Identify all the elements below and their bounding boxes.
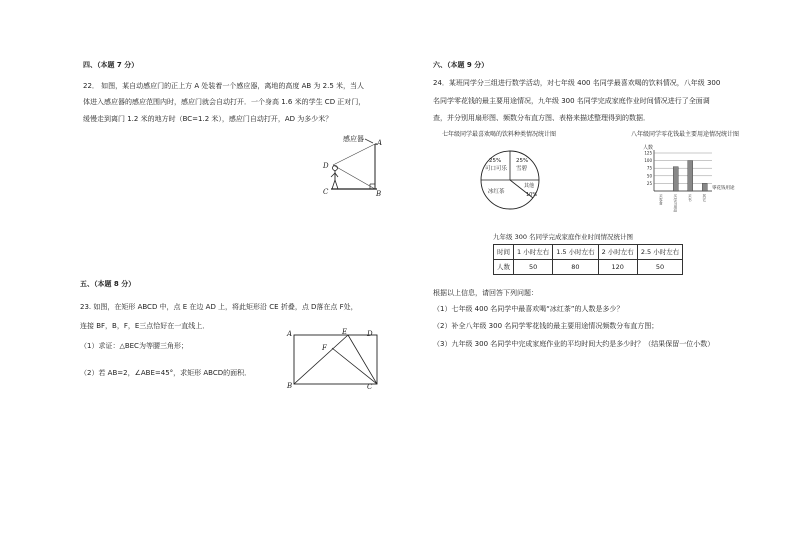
q22-line1: 22． 如图，某自动感应门的正上方 A 处装着一个感应器，离地的高度 AB 为 2.5 米，当人 [83, 82, 364, 90]
table-header-cell: 2 小时左右 [598, 245, 637, 260]
bar-category-label: 买学习用品 [673, 194, 678, 212]
pie-label-sprite: 雪碧 [516, 166, 528, 172]
section-5-heading: 五、（本题 8 分） [80, 280, 136, 288]
q23-label-C: C [367, 383, 373, 391]
q23-part2: （2）若 AB=2，∠ABE=45°，求矩形 ABCD的面积． [80, 369, 252, 377]
q23-label-E: E [342, 328, 348, 336]
q22-label-B: B [376, 190, 382, 198]
q23-label-B: B [287, 382, 293, 390]
q22-figure [315, 132, 395, 202]
pie-label-sprite-pct: 25% [516, 158, 529, 164]
pie-label-cola-pct: 25% [489, 158, 502, 164]
q23-label-D: D [367, 330, 373, 338]
table-cell: 人数 [494, 260, 514, 275]
bar-category-label: 其它 [702, 194, 707, 202]
q24-line3: 查，并分别用扇形图、频数分布直方图、表格来描述整理得到的数据． [433, 114, 650, 122]
pie-label-ten-pct: 10% [526, 192, 538, 198]
q22-label-D: D [323, 162, 329, 170]
bar-ytick-label: 25 [646, 180, 652, 186]
q24-question-2: （2）补全八年级 300 名同学零花钱的最主要用途情况频数分布直方图； [433, 322, 659, 330]
q22-label-A: A [377, 139, 383, 147]
bar-3 [702, 183, 707, 191]
q22-label-sensor: 感应器 [343, 135, 364, 143]
table-cell: 120 [598, 260, 637, 275]
bar-category-label: 买零食 [659, 194, 664, 205]
bar-ytick-label: 125 [644, 150, 652, 156]
pie-label-icetea: 冰红茶 [488, 189, 505, 195]
bar-1 [673, 167, 678, 191]
q24-question-1: （1）七年级 400 名同学中最喜欢喝“冰红茶”的人数是多少？ [433, 305, 624, 313]
bar-chart [640, 141, 750, 221]
bar-ytick-label: 75 [646, 165, 652, 171]
table-header-cell: 时间 [494, 245, 514, 260]
q23-figure [286, 326, 386, 390]
table-cell: 50 [637, 260, 682, 275]
q23-part1: （1）求证：△BEC为等腰三角形； [80, 342, 188, 350]
pie-chart [470, 140, 550, 220]
q24-line1: 24．某班同学分三组进行数学活动，对七年级 400 名同学最喜欢喝的饮料情况，八年级 300 [433, 79, 721, 87]
q23-label-A: A [287, 330, 293, 338]
q22-line3: 缓慢走到离门 1.2 米的地方时（BC=1.2 米），感应门自动打开，AD 为多少米？ [83, 115, 333, 123]
bar-category-label: 买书 [688, 194, 693, 202]
pie-label-cola: 可口可乐 [485, 166, 508, 172]
q23-line2: 连接 BF，B，F，E三点恰好在一直线上． [80, 322, 210, 330]
q24-line2: 名同学零花钱的最主要用途情况，九年级 300 名同学完成家庭作业时间情况进行了全面调 [433, 97, 710, 105]
bar-2 [688, 161, 693, 191]
bar-ytick-label: 100 [644, 158, 652, 164]
q23-label-F: F [322, 344, 327, 352]
bar-ylabel: 人数 [643, 145, 654, 151]
pie-label-other: 其他 [524, 183, 535, 189]
q22-label-C: C [323, 188, 329, 196]
table-header-row [494, 245, 683, 260]
table-header-cell: 1 小时左右 [514, 245, 553, 260]
q24-after: 根据以上信息，请回答下列问题： [433, 289, 538, 297]
table-cell: 80 [553, 260, 598, 275]
table-title: 九年级 300 名同学完成家庭作业时间情况统计图 [493, 233, 634, 241]
section-4-heading: 四、（本题 7 分） [83, 61, 139, 69]
homework-time-table [493, 244, 683, 275]
bar-xlabel: 零花钱用途 [712, 186, 735, 191]
table-header-cell: 1.5 小时左右 [553, 245, 598, 260]
section-6-heading: 六、（本题 9 分） [433, 61, 489, 69]
table-cell: 50 [514, 260, 553, 275]
pie-title: 七年级同学最喜欢喝的饮料种类情况统计图 [442, 131, 557, 138]
q23-line1: 23. 如图，在矩形 ABCD 中，点 E 在边 AD 上，将此矩形沿 CE 折叠，点 D落在点 F处， [80, 303, 358, 311]
q22-line2: 体进入感应器的感应范围内时，感应门就会自动打开．一个身高 1.6 米的学生 CD 正对门， [83, 98, 366, 106]
table-row [494, 260, 683, 275]
bar-title: 八年级同学零花钱最主要用途情况统计图 [631, 131, 740, 138]
q24-question-3: （3）九年级 300 名同学中完成家庭作业的平均时间大约是多少时？（结果保留一位小数） [433, 340, 715, 348]
bar-ytick-label: 50 [646, 173, 652, 179]
table-header-cell: 2.5 小时左右 [637, 245, 682, 260]
